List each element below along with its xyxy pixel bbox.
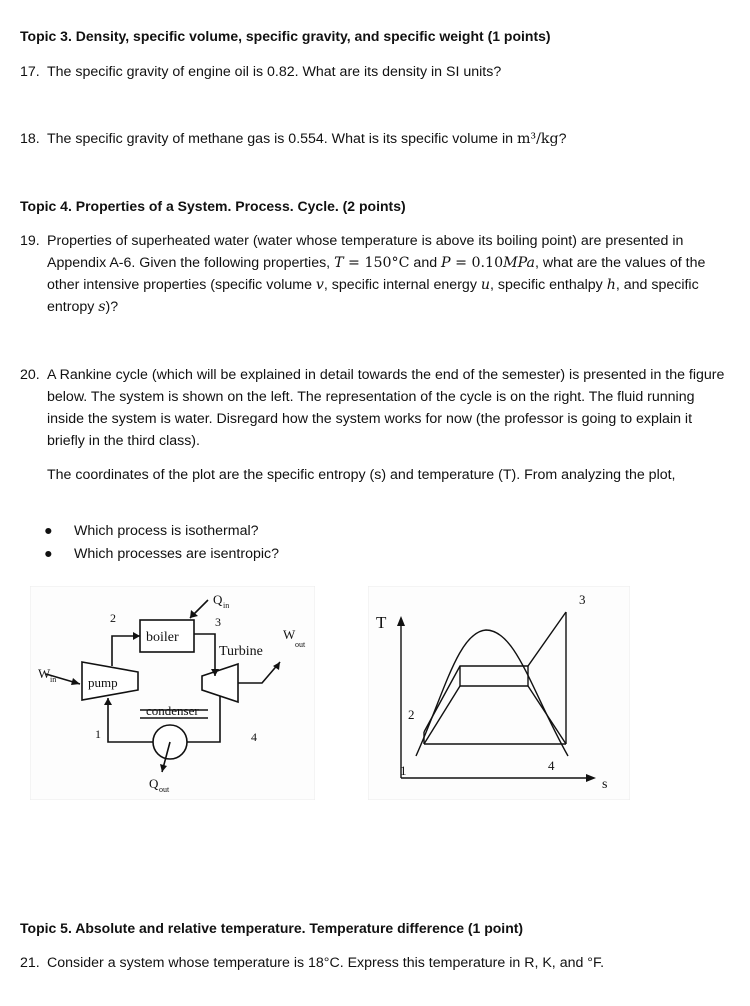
question-18-text: The specific gravity of methane gas is 0.554. What is its specific volume in — [47, 131, 517, 147]
q19-text-5: , and specific entropy — [47, 277, 699, 315]
t-axis-label: T — [376, 613, 387, 632]
question-20-number: 20. — [20, 367, 40, 383]
topic3-heading: Topic 3. Density, specific volume, specific gravity, and specific weight (1 points) — [20, 28, 551, 44]
q-in-label: Q — [213, 592, 223, 607]
q19-t-value: = 150°C — [343, 255, 410, 271]
question-17-number: 17. — [20, 64, 40, 80]
bullet-icon: ● — [44, 546, 53, 562]
q-in-subscript: in — [223, 601, 230, 610]
state-4-point: 4 — [548, 758, 555, 773]
rankine-system-schematic — [30, 586, 315, 800]
q-out-label: Q — [149, 776, 159, 791]
bullet-item — [44, 543, 279, 565]
question-19 — [20, 230, 732, 318]
q19-u-symbol: u — [480, 277, 490, 293]
question-17-text: The specific gravity of engine oil is 0.82. What are its density in SI units? — [47, 64, 502, 80]
question-21 — [20, 952, 732, 974]
q19-v-symbol: v — [315, 277, 324, 293]
q19-s-symbol: s — [98, 299, 106, 315]
boiler-label: boiler — [146, 630, 179, 645]
w-in-subscript: in — [50, 675, 57, 684]
question-21-number: 21. — [20, 955, 40, 971]
question-18-unit: m³/kg — [516, 131, 559, 147]
question-17 — [20, 61, 732, 83]
topic5-heading: Topic 5. Absolute and relative temperature. Temperature difference (1 point) — [20, 920, 524, 936]
q19-text-4: , specific enthalpy — [490, 277, 607, 293]
s-axis-label: s — [602, 777, 608, 792]
state-1-label: 1 — [95, 727, 101, 741]
q19-text-6: )? — [105, 299, 119, 315]
bullet-item — [44, 520, 259, 542]
question-18-number: 18. — [20, 131, 40, 147]
question-20 — [20, 364, 732, 452]
turbine-label: Turbine — [219, 644, 263, 659]
pump-label: pump — [88, 675, 118, 690]
state-3-label: 3 — [215, 615, 221, 629]
state-2-label: 2 — [110, 611, 116, 625]
question-18-end: ? — [558, 131, 567, 147]
bullet-icon: ● — [44, 523, 53, 539]
q-out-subscript: out — [159, 785, 170, 794]
w-out-label: W — [283, 627, 296, 642]
w-out-subscript: out — [295, 640, 306, 649]
ts-diagram — [368, 586, 630, 800]
state-1-point: 1 — [400, 763, 407, 778]
q19-p-symbol: P — [441, 255, 451, 271]
question-18 — [20, 128, 732, 150]
bullet-text: Which processes are isentropic? — [74, 546, 280, 562]
topic4-heading: Topic 4. Properties of a System. Process. Cycle. (2 points) — [20, 198, 406, 214]
q19-p-value: = 0.10 — [450, 255, 504, 271]
condenser-label: condenser — [146, 703, 199, 718]
q19-p-unit: MPa — [503, 255, 535, 271]
question-20-text: A Rankine cycle (which will be explained in detail towards the end of the semester) is presented in the figure below. The system is shown on the left. The representation of the cycle is on the right. The fluid running inside the system is water. Disregard how the system works for now (the professor is going to explain it briefly in the third class). — [47, 367, 725, 449]
q19-t-symbol: T — [334, 255, 344, 271]
question-20-paragraph-2: The coordinates of the plot are the specific entropy (s) and temperature (T). From analyzing the plot, — [47, 467, 676, 483]
q19-text-2: , what are the values of the other intensive properties (specific volume — [47, 255, 706, 293]
state-4-label: 4 — [251, 730, 257, 744]
state-3-point: 3 — [579, 592, 586, 607]
state-2-point: 2 — [408, 707, 415, 722]
q19-h-symbol: h — [606, 277, 616, 293]
question-19-number: 19. — [20, 233, 40, 249]
w-in-label: W — [38, 666, 51, 681]
q19-text-3: , specific internal energy — [323, 277, 481, 293]
q19-and: and — [409, 255, 442, 271]
q19-text-1: Properties of superheated water (water whose temperature is above its boiling point) are presented in Appendix A-6. Given the following properties, — [47, 233, 684, 271]
question-21-text: Consider a system whose temperature is 18°C. Express this temperature in R, K, and °F. — [47, 955, 605, 971]
bullet-text: Which process is isothermal? — [74, 523, 259, 539]
